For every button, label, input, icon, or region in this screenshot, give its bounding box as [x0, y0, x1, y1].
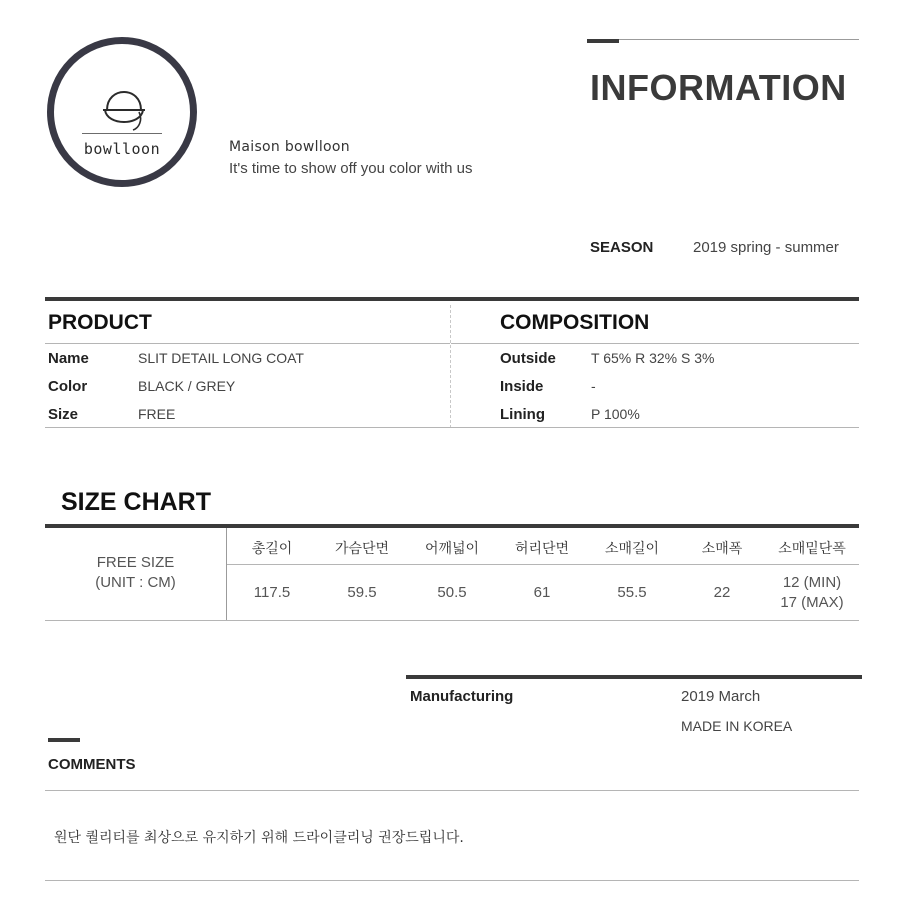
logo-wordmark: bowlloon — [83, 140, 161, 158]
cuff-width-max: 17 (MAX) — [780, 594, 844, 611]
composition-inside-label: Inside — [500, 378, 544, 395]
size-value-sleeve-width: 22 — [713, 584, 731, 601]
composition-lining-label: Lining — [500, 406, 545, 423]
product-title: PRODUCT — [48, 311, 152, 334]
composition-header-rule — [451, 343, 859, 344]
size-chart-bottom-rule — [45, 620, 859, 621]
size-value-sleeve-length: 55.5 — [617, 584, 647, 601]
cuff-width-min: 12 (MIN) — [782, 574, 842, 591]
product-name-label: Name — [48, 350, 89, 367]
manufacturing-date: 2019 March — [681, 688, 761, 705]
page-title: INFORMATION — [590, 67, 847, 108]
comments-bottom-rule — [45, 880, 859, 881]
size-value-waist: 61 — [533, 584, 551, 601]
section-divider — [450, 305, 451, 428]
season-value: 2019 spring - summer — [693, 239, 839, 256]
brand-tagline: It's time to show off you color with us — [229, 160, 473, 177]
size-header-shoulder: 어깨넓이 — [424, 541, 480, 557]
info-accent-bar — [587, 39, 619, 43]
size-chart-size-label — [45, 553, 226, 593]
size-header-sleeve-length: 소매길이 — [604, 541, 660, 557]
size-header-sleeve-width: 소매폭 — [701, 541, 743, 557]
size-chart-title: SIZE CHART — [61, 488, 211, 516]
manufacturing-label: Manufacturing — [410, 688, 514, 705]
product-section-bottom-rule — [45, 427, 859, 428]
size-chart-top-rule — [45, 524, 859, 528]
comments-title: COMMENTS — [48, 756, 136, 773]
composition-outside-value: T 65% R 32% S 3% — [591, 350, 715, 366]
product-size-value: FREE — [138, 406, 176, 422]
unit-label: (UNIT : CM) — [95, 574, 176, 591]
product-color-value: BLACK / GREY — [138, 378, 236, 394]
size-header-total-length: 총길이 — [251, 541, 293, 557]
size-chart-header-rule — [227, 564, 859, 565]
product-size-label: Size — [48, 406, 79, 423]
size-label: FREE SIZE — [96, 554, 175, 571]
product-color-label: Color — [48, 378, 88, 395]
season-label: SEASON — [590, 239, 654, 256]
manufacturing-origin: MADE IN KOREA — [681, 718, 793, 734]
size-header-cuff-width: 소매밑단폭 — [778, 541, 846, 557]
manufacturing-top-rule — [406, 675, 862, 679]
composition-outside-label: Outside — [500, 350, 556, 367]
brand-name: Maison bowlloon — [229, 139, 350, 155]
composition-lining-value: P 100% — [591, 406, 640, 422]
size-value-shoulder: 50.5 — [437, 584, 467, 601]
size-header-chest: 가슴단면 — [334, 541, 390, 557]
logo-divider — [82, 133, 162, 134]
size-value-chest: 59.5 — [347, 584, 377, 601]
brand-logo — [47, 37, 197, 187]
comments-top-rule — [45, 790, 859, 791]
comments-accent-bar — [48, 738, 80, 742]
comments-text: 원단 퀄리티를 최상으로 유지하기 위해 드라이클리닝 권장드립니다. — [54, 830, 464, 846]
product-header-rule — [45, 343, 450, 344]
product-section-top-rule — [45, 297, 859, 301]
size-value-cuff-width — [767, 573, 857, 613]
size-value-total-length: 117.5 — [253, 584, 291, 601]
size-header-waist: 허리단면 — [514, 541, 570, 557]
product-name-value: SLIT DETAIL LONG COAT — [138, 350, 304, 366]
composition-title: COMPOSITION — [500, 311, 650, 334]
info-rule — [619, 39, 859, 40]
composition-inside-value: - — [591, 378, 596, 394]
bowl-icon — [99, 74, 149, 134]
